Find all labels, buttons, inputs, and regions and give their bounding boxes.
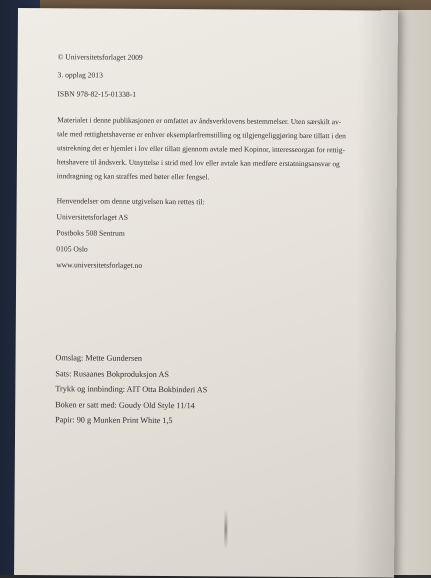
contact-intro: Henvendelser om denne utgivelsen kan rettes til: bbox=[56, 196, 205, 207]
edition-line: 3. opplag 2013 bbox=[57, 70, 103, 80]
page-spine-shadow bbox=[354, 10, 398, 577]
credits-block bbox=[55, 350, 207, 429]
credit-line: Sats: Rusaanes Bokproduksjon AS bbox=[55, 368, 169, 379]
credit-line: Omslag: Mette Gundersen bbox=[55, 353, 142, 363]
legal-line: hetshavere til åndsverk. Utnyttelse i strid med lov eller avtale kan medføre erstatningsansvar og bbox=[56, 157, 340, 169]
copyright-line: © Universitetsforlaget 2009 bbox=[57, 52, 143, 62]
legal-paragraph bbox=[57, 113, 377, 185]
legal-line: inndragning og kan straffes med bøter eller fengsel. bbox=[56, 171, 210, 182]
contact-line: Universitetsforlaget AS bbox=[56, 212, 129, 222]
legal-line: tale med rettighetshaverne er enhver eksemplarfremstilling og tilgjengeliggjøring bare tillatt i den bbox=[57, 129, 346, 141]
contact-line: 0105 Oslo bbox=[56, 244, 88, 254]
contact-line: www.universitetsforlaget.no bbox=[56, 260, 143, 270]
book-page bbox=[14, 8, 398, 578]
legal-line: utstrekning det er hjemlet i lov eller tillatt gjennom avtale med Kopinor, interesseorgan for rettig- bbox=[56, 143, 345, 155]
page-pencil-mark bbox=[224, 509, 227, 549]
contact-line: Postboks 508 Sentrum bbox=[56, 228, 125, 238]
credit-line: Trykk og innbinding: AIT Otta Bokbinderi AS bbox=[55, 384, 208, 395]
credit-line: Papir: 90 g Munken Print White 1,5 bbox=[55, 415, 173, 426]
credit-line: Boken er satt med: Goudy Old Style 11/14 bbox=[55, 399, 195, 410]
isbn-line: ISBN 978-82-15-01338-1 bbox=[57, 89, 137, 99]
legal-line: Materialet i denne publikasjonen er omfattet av åndsverklovens bestemmelser. Uten særskilt av- bbox=[57, 115, 342, 127]
